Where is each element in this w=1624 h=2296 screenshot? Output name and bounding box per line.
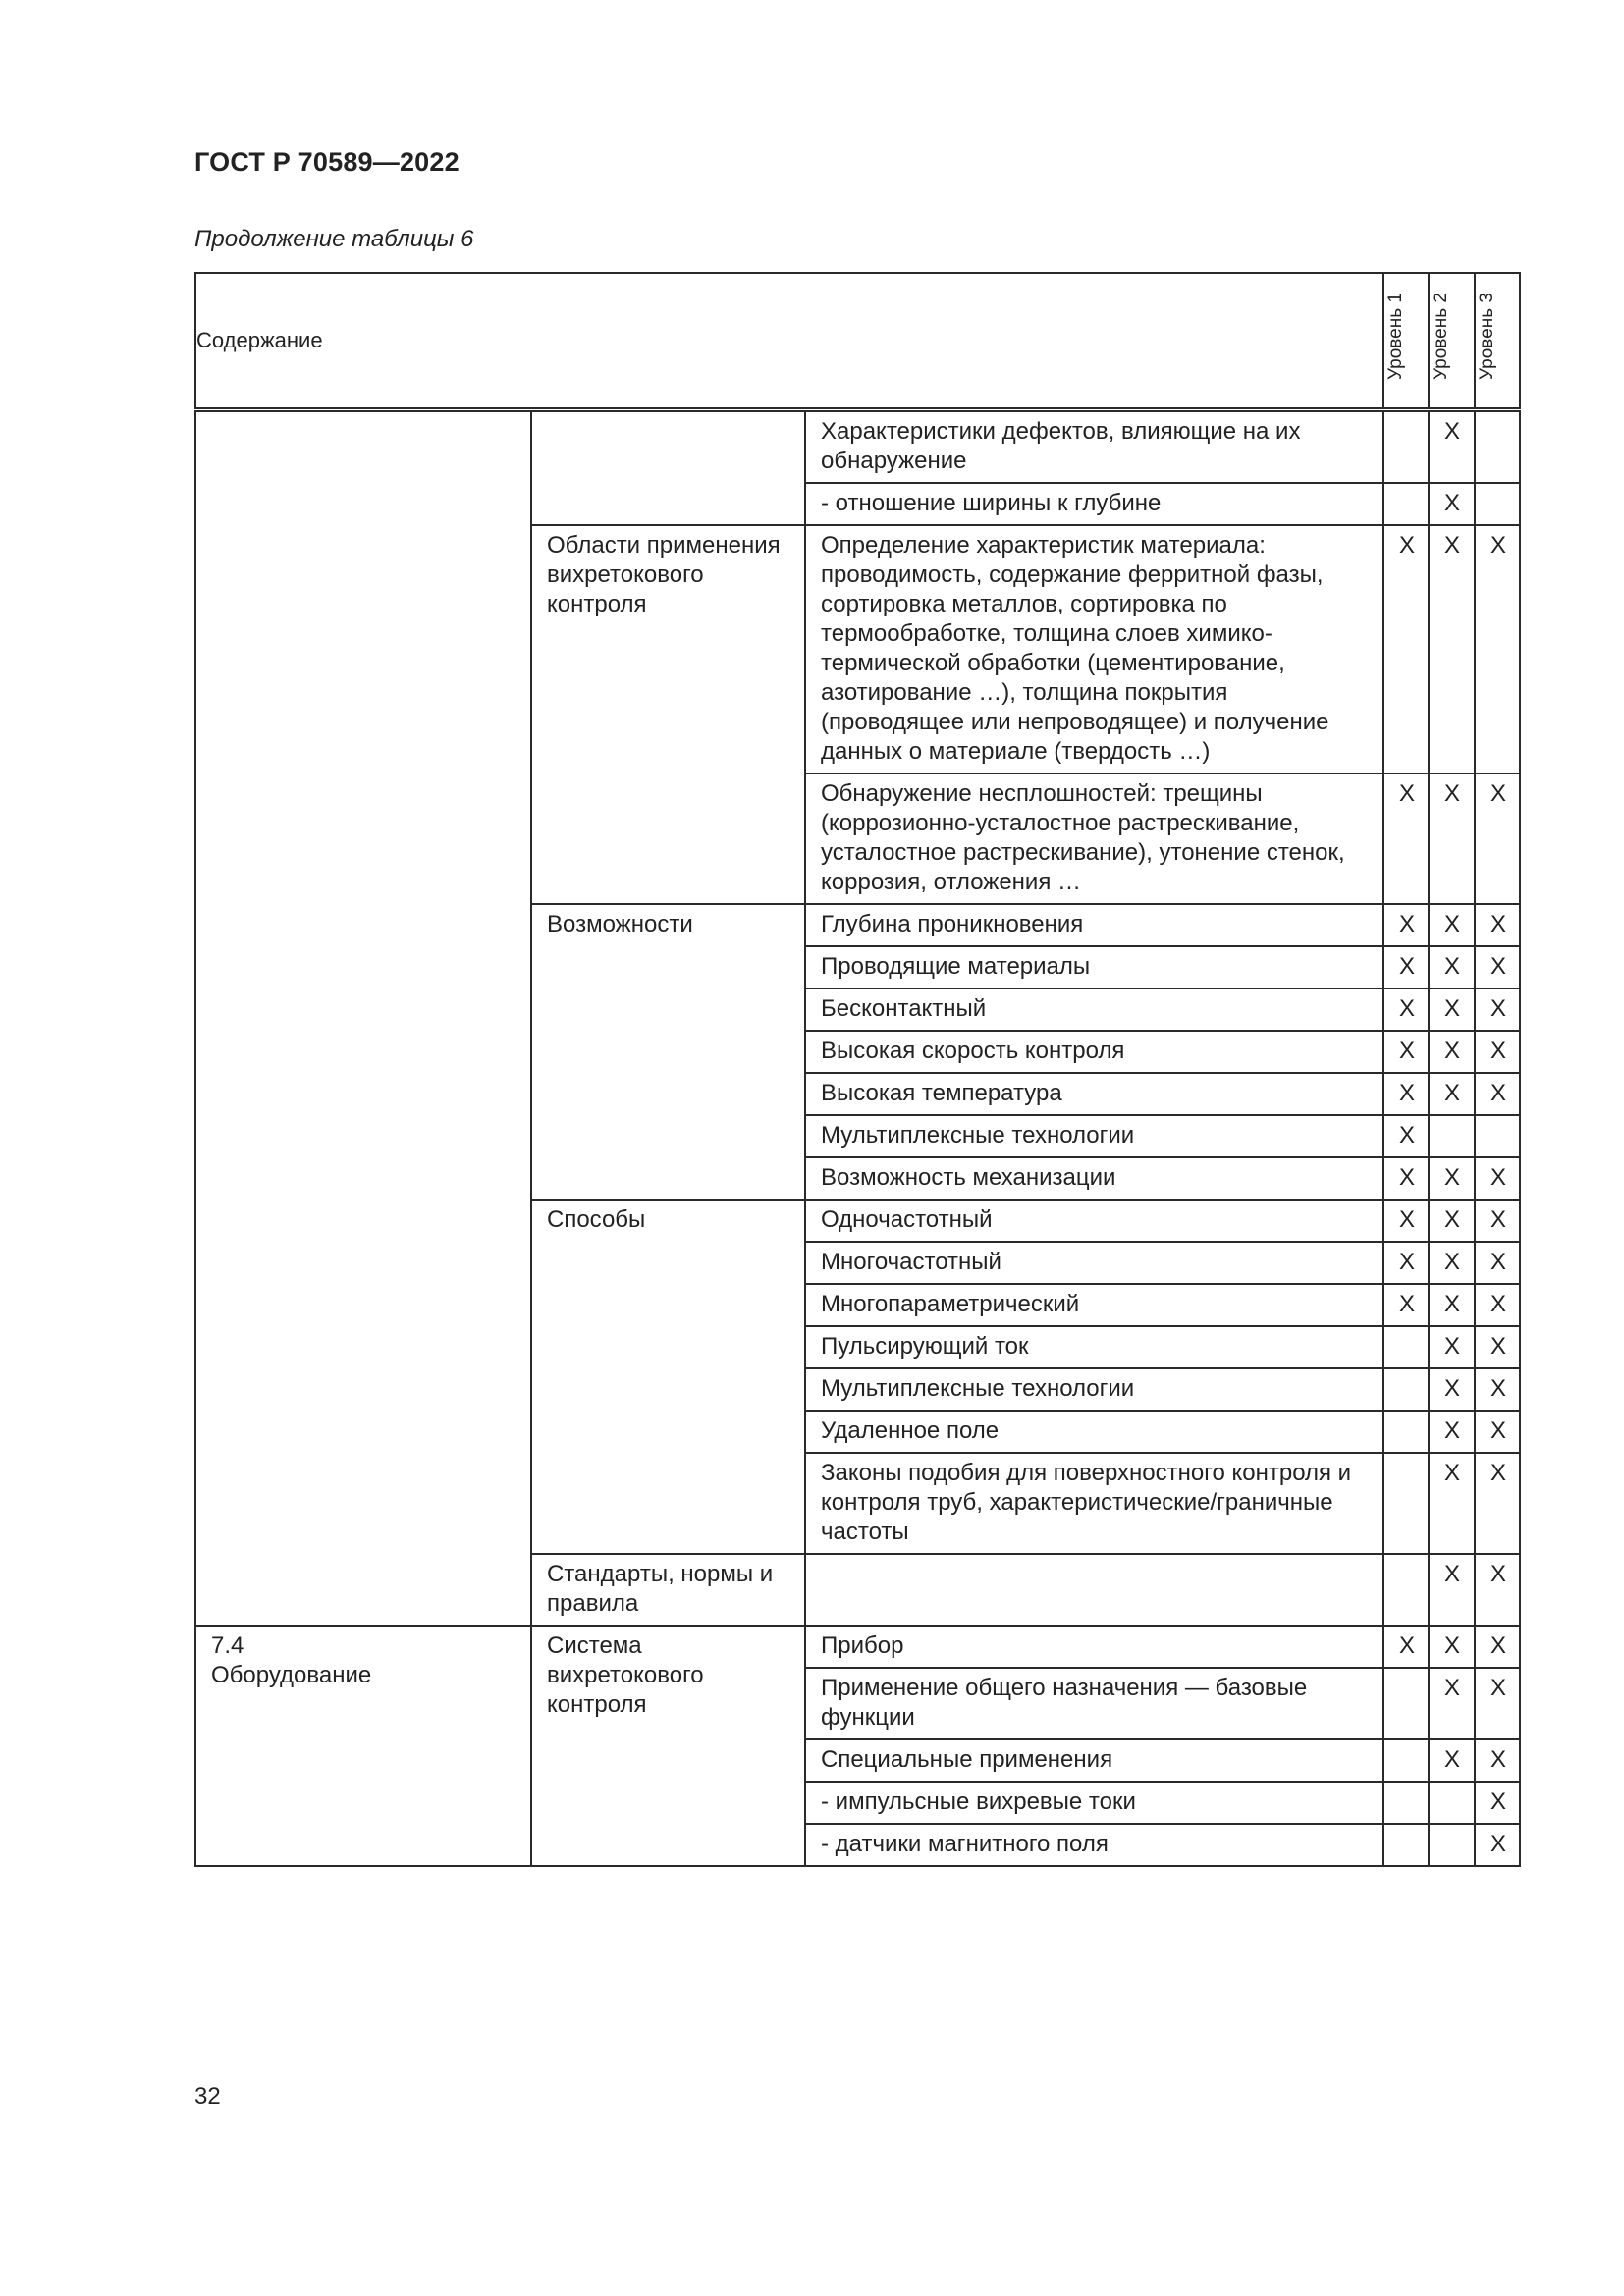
level-3-mark: X <box>1475 946 1520 988</box>
level-1-mark: X <box>1383 1073 1429 1115</box>
level-1-mark: X <box>1383 774 1429 904</box>
topic-cell: Области применения вихретокового контроля <box>531 525 805 904</box>
level-1-mark <box>1383 1411 1429 1453</box>
level-1-mark <box>1383 1782 1429 1824</box>
level-2-mark: X <box>1429 1668 1475 1739</box>
level-2-mark: X <box>1429 904 1475 946</box>
item-cell: Пульсирующий ток <box>805 1326 1383 1368</box>
level-3-mark: X <box>1475 1031 1520 1073</box>
item-cell: - отношение ширины к глубине <box>805 483 1383 525</box>
section-cell <box>195 1626 531 1866</box>
level-3-mark: X <box>1475 1411 1520 1453</box>
level-3-mark <box>1475 483 1520 525</box>
level-1-mark: X <box>1383 1284 1429 1326</box>
item-cell: Высокая скорость контроля <box>805 1031 1383 1073</box>
level-1-mark: X <box>1383 1200 1429 1242</box>
level-3-mark: X <box>1475 1554 1520 1626</box>
level-2-mark: X <box>1429 946 1475 988</box>
level-2-mark: X <box>1429 1157 1475 1200</box>
level-1-mark <box>1383 1739 1429 1782</box>
level-3-mark: X <box>1475 774 1520 904</box>
level-2-mark: X <box>1429 1411 1475 1453</box>
level-1-mark <box>1383 1824 1429 1866</box>
level-2-mark: X <box>1429 525 1475 774</box>
header-content: Содержание <box>195 273 1383 410</box>
level-3-mark: X <box>1475 1453 1520 1554</box>
header-level-2 <box>1429 273 1475 410</box>
item-cell: - импульсные вихревые токи <box>805 1782 1383 1824</box>
level-2-mark: X <box>1429 1326 1475 1368</box>
content-table <box>194 272 1521 1867</box>
level-2-mark: X <box>1429 1739 1475 1782</box>
level-2-mark: X <box>1429 1554 1475 1626</box>
level-1-mark: X <box>1383 946 1429 988</box>
level-2-mark <box>1429 1824 1475 1866</box>
level-3-mark: X <box>1475 1782 1520 1824</box>
level-3-mark: X <box>1475 904 1520 946</box>
item-cell: Определение характеристик материала: проводимость, содержание ферритной фазы, сортировка металлов, сортировка по термообработке, толщина слоев химико-термической обработки (цементирование, азотирование …), толщина покрытия (проводящее или непроводящее) и получение данных о материале (твердость …) <box>805 525 1383 774</box>
level-1-mark: X <box>1383 1242 1429 1284</box>
level-2-mark: X <box>1429 1242 1475 1284</box>
level-1-mark <box>1383 1453 1429 1554</box>
item-cell: Глубина проникновения <box>805 904 1383 946</box>
item-cell: Мультиплексные технологии <box>805 1368 1383 1411</box>
level-2-mark <box>1429 1115 1475 1157</box>
level-2-mark: X <box>1429 1031 1475 1073</box>
level-2-mark: X <box>1429 1073 1475 1115</box>
level-2-mark: X <box>1429 774 1475 904</box>
item-cell: Возможность механизации <box>805 1157 1383 1200</box>
item-cell <box>805 1554 1383 1626</box>
level-3-mark: X <box>1475 1157 1520 1200</box>
table-caption: Продолжение таблицы 6 <box>194 226 474 252</box>
level-3-mark: X <box>1475 1626 1520 1668</box>
item-cell: Применение общего назначения — базовые функции <box>805 1668 1383 1739</box>
level-1-mark <box>1383 410 1429 484</box>
level-2-mark: X <box>1429 1284 1475 1326</box>
level-3-mark: X <box>1475 1073 1520 1115</box>
level-2-mark: X <box>1429 410 1475 484</box>
level-1-mark: X <box>1383 1626 1429 1668</box>
item-cell: Высокая температура <box>805 1073 1383 1115</box>
level-1-mark: X <box>1383 904 1429 946</box>
item-cell: Бесконтактный <box>805 988 1383 1031</box>
level-1-mark: X <box>1383 988 1429 1031</box>
item-cell: Проводящие материалы <box>805 946 1383 988</box>
level-3-mark: X <box>1475 1368 1520 1411</box>
item-cell: Прибор <box>805 1626 1383 1668</box>
level-3-mark: X <box>1475 1668 1520 1739</box>
level-2-mark <box>1429 1782 1475 1824</box>
topic-cell: Стандарты, нормы и правила <box>531 1554 805 1626</box>
level-1-mark: X <box>1383 1157 1429 1200</box>
header-level-1 <box>1383 273 1429 410</box>
level-2-mark: X <box>1429 1200 1475 1242</box>
section-title: Оборудование <box>211 1662 372 1688</box>
table-row <box>195 1626 1520 1668</box>
level-3-mark: X <box>1475 1739 1520 1782</box>
item-cell: - датчики магнитного поля <box>805 1824 1383 1866</box>
level-3-mark: X <box>1475 1200 1520 1242</box>
level-2-mark: X <box>1429 483 1475 525</box>
level-2-mark: X <box>1429 1368 1475 1411</box>
item-cell: Удаленное поле <box>805 1411 1383 1453</box>
level-3-mark: X <box>1475 1326 1520 1368</box>
level-1-mark <box>1383 1554 1429 1626</box>
level-1-mark: X <box>1383 1115 1429 1157</box>
level-1-mark <box>1383 483 1429 525</box>
item-cell: Обнаружение несплошностей: трещины (коррозионно-усталостное растрескивание, усталостное растрескивание), утонение стенок, коррозия, отложения … <box>805 774 1383 904</box>
header-level-3-label: Уровень 3 <box>1477 293 1498 381</box>
level-3-mark: X <box>1475 1242 1520 1284</box>
header-level-1-label: Уровень 1 <box>1385 293 1407 381</box>
item-cell: Специальные применения <box>805 1739 1383 1782</box>
level-3-mark <box>1475 410 1520 484</box>
level-2-mark: X <box>1429 1626 1475 1668</box>
section-number: 7.4 <box>211 1632 244 1659</box>
level-1-mark <box>1383 1368 1429 1411</box>
document-title: ГОСТ Р 70589—2022 <box>194 147 460 177</box>
topic-cell: Способы <box>531 1200 805 1554</box>
header-level-3 <box>1475 273 1520 410</box>
item-cell: Законы подобия для поверхностного контроля и контроля труб, характеристические/граничные частоты <box>805 1453 1383 1554</box>
header-level-2-label: Уровень 2 <box>1431 293 1452 381</box>
topic-cell: Возможности <box>531 904 805 1200</box>
level-1-mark <box>1383 1668 1429 1739</box>
item-cell: Одночастотный <box>805 1200 1383 1242</box>
item-cell: Многопараметрический <box>805 1284 1383 1326</box>
level-3-mark <box>1475 1115 1520 1157</box>
section-cell <box>195 410 531 1627</box>
item-cell: Характеристики дефектов, влияющие на их обнаружение <box>805 410 1383 484</box>
level-1-mark: X <box>1383 525 1429 774</box>
topic-cell: Система вихретокового контроля <box>531 1626 805 1866</box>
page-number: 32 <box>194 2083 221 2109</box>
topic-cell <box>531 410 805 526</box>
table-row <box>195 410 1520 484</box>
level-2-mark: X <box>1429 988 1475 1031</box>
table-header-row <box>195 273 1520 410</box>
level-3-mark: X <box>1475 525 1520 774</box>
item-cell: Мультиплексные технологии <box>805 1115 1383 1157</box>
level-1-mark: X <box>1383 1031 1429 1073</box>
item-cell: Многочастотный <box>805 1242 1383 1284</box>
level-2-mark: X <box>1429 1453 1475 1554</box>
level-3-mark: X <box>1475 1824 1520 1866</box>
level-3-mark: X <box>1475 1284 1520 1326</box>
level-3-mark: X <box>1475 988 1520 1031</box>
level-1-mark <box>1383 1326 1429 1368</box>
